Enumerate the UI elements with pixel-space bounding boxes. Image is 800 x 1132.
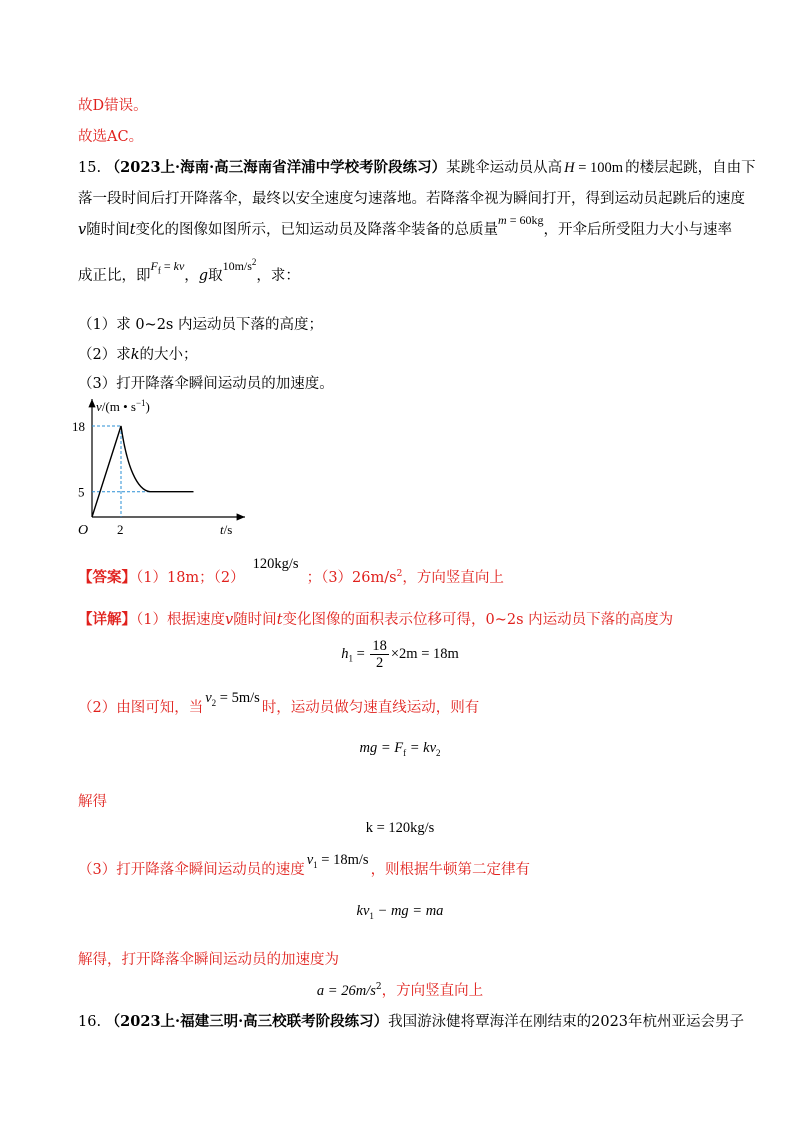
detail-solve: 解得 — [78, 794, 107, 810]
prev-conclusion: 故D错误。 — [78, 98, 148, 114]
q15-drag-formula: Ff = kv — [150, 259, 185, 276]
q15-line2: 落一段时间后打开降落伞，最终以安全速度匀速落地。若降落伞视为瞬间打开，得到运动员起跳后的速度 — [78, 191, 745, 207]
q15-line4: 成正比，即$^{F_f = kv}$，g取$^{10m/s^2}$，求： — [78, 257, 300, 284]
q16-line1: 16. （2023上·福建三明·高三校联考阶段练习）我国游泳健将覃海洋在刚结束的2023年杭州亚运会男子 — [78, 1013, 745, 1030]
prev-choice: 故选AC。 — [78, 129, 144, 145]
velocity-curve — [92, 426, 194, 517]
x-axis-label: t/s — [220, 522, 233, 537]
detail-line4: 解得，打开降落伞瞬间运动员的加速度为 — [78, 952, 339, 968]
detail-line2: （2）由图可知，当$v_2 = 5m/s$时，运动员做匀速直线运动，则有 — [78, 690, 480, 716]
q15-line1: 15. （2023上·海南·高三海南省洋浦中学校考阶段练习）某跳伞运动员从高 H = 100m 的楼层起跳，自由下 — [78, 159, 756, 176]
detail-label: 【详解】 — [78, 611, 136, 628]
x-tick-2: 2 — [117, 522, 124, 537]
y-tick-18: 18 — [72, 419, 85, 434]
q16-source: （2023上·福建三明·高三校联考阶段练习） — [105, 1013, 389, 1030]
origin-label: O — [78, 523, 89, 538]
y-axis-label: v/(m • $s^{-1}$) — [96, 398, 150, 414]
y-tick-5: 5 — [78, 484, 85, 500]
equation-h1: $h_1$ = $\frac{18}{2}$ ×2m = 18m — [341, 638, 459, 671]
v2-value: $v_2 = 5m/s$ — [205, 690, 260, 708]
q15-mass: m = 60kg — [498, 213, 544, 227]
q16-number: 16. — [78, 1014, 102, 1030]
equation-newton: $kv_1$ − mg = ma — [356, 903, 444, 921]
q15-sub2: （2）求k的大小； — [78, 347, 198, 363]
answer-k: 120kg/s — [252, 556, 299, 572]
answer-label: 【答案】 — [78, 569, 136, 586]
vt-chart — [70, 395, 250, 540]
v1-value: $v_1 = 18m/s$ — [306, 852, 369, 870]
answer-line: 【答案】（1）18m；（2）120kg/s；$(3)26m/s^2$，方向竖直向上 — [78, 556, 504, 586]
equation-a: $a = 26m/s^2$，方向竖直向上 — [316, 982, 484, 999]
q15-source: （2023上·海南·高三海南省洋浦中学校考阶段练习） — [105, 159, 447, 176]
q15-g-value: 10m/s2 — [222, 257, 257, 273]
q15-number: 15. — [78, 160, 102, 176]
q15-line3: v随时间t变化的图像如图所示，已知运动员及降落伞装备的总质量$^{m = 60kg}$，开伞后所受阻力大小与速率 — [78, 213, 732, 238]
q15-sub1: （1）求 0~2s 内运动员下落的高度； — [78, 317, 323, 333]
q15-sub3: （3）打开降落伞瞬间运动员的加速度。 — [78, 376, 334, 392]
equation-mg: mg = $F_f = kv_2$ — [359, 740, 441, 758]
detail-line1: 【详解】（1）根据速度v随时间t变化图像的面积表示位移可得，0~2s 内运动员下落的高度为 — [78, 611, 674, 628]
detail-line3: （3）打开降落伞瞬间运动员的速度$v_1 = 18m/s$，则根据牛顿第二定律有 — [78, 852, 531, 878]
q15-height: H = 100m — [564, 160, 624, 176]
equation-k: k = 120kg/s — [365, 820, 435, 836]
